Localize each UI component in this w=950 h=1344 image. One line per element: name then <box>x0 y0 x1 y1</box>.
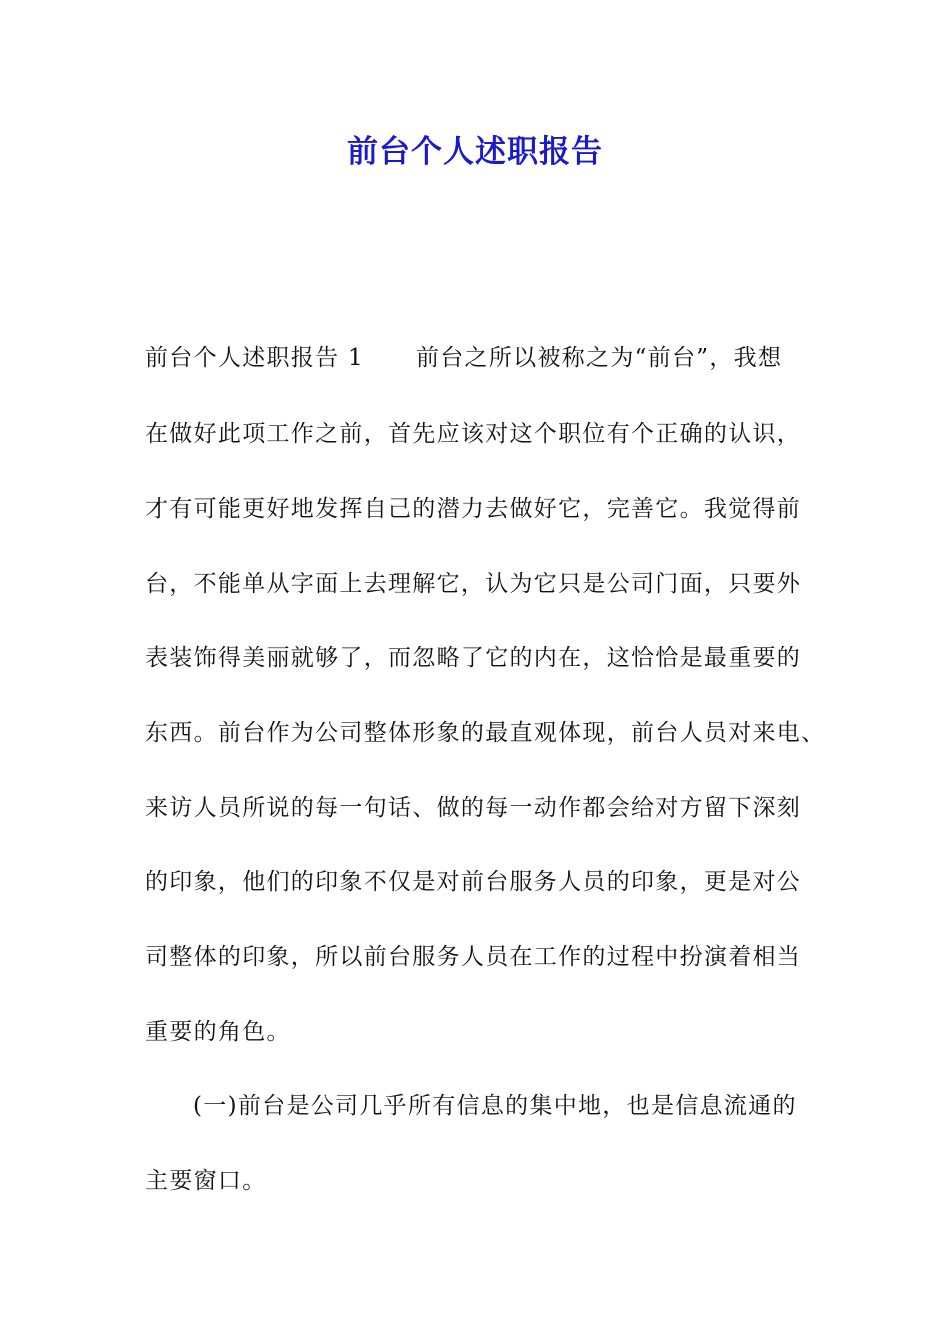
document-title: 前台个人述职报告 <box>347 134 603 170</box>
paragraph-line: 才有可能更好地发挥自己的潜力去做好它，完善它。我觉得前 <box>145 496 802 522</box>
paragraph-line: 重要的角色。 <box>145 1019 291 1045</box>
paragraph-line <box>145 340 782 376</box>
paragraph-line: 来访人员所说的每一句话、做的每一动作都会给对方留下深刻 <box>145 795 802 821</box>
paragraph-line: (一)前台是公司几乎所有信息的集中地，也是信息流通的 <box>193 1093 797 1119</box>
paragraph-text: 前台之所以被称之为“前台”，我想 <box>415 345 783 371</box>
paragraph-line: 表装饰得美丽就够了，而忽略了它的内在，这恰恰是最重要的 <box>145 645 802 671</box>
paragraph-line: 在做好此项工作之前，首先应该对这个职位有个正确的认识， <box>145 421 802 447</box>
paragraph-line: 台，不能单从字面上去理解它，认为它只是公司门面，只要外 <box>145 571 802 597</box>
paragraph-line: 司整体的印象，所以前台服务人员在工作的过程中扮演着相当 <box>145 944 802 970</box>
paragraph-line: 主要窗口。 <box>145 1168 267 1194</box>
paragraph-line: 的印象，他们的印象不仅是对前台服务人员的印象，更是对公 <box>145 869 802 895</box>
paragraph-line: 东西。前台作为公司整体形象的最直观体现，前台人员对来电、 <box>145 720 826 746</box>
section-heading: 前台个人述职报告 1 <box>145 345 364 371</box>
